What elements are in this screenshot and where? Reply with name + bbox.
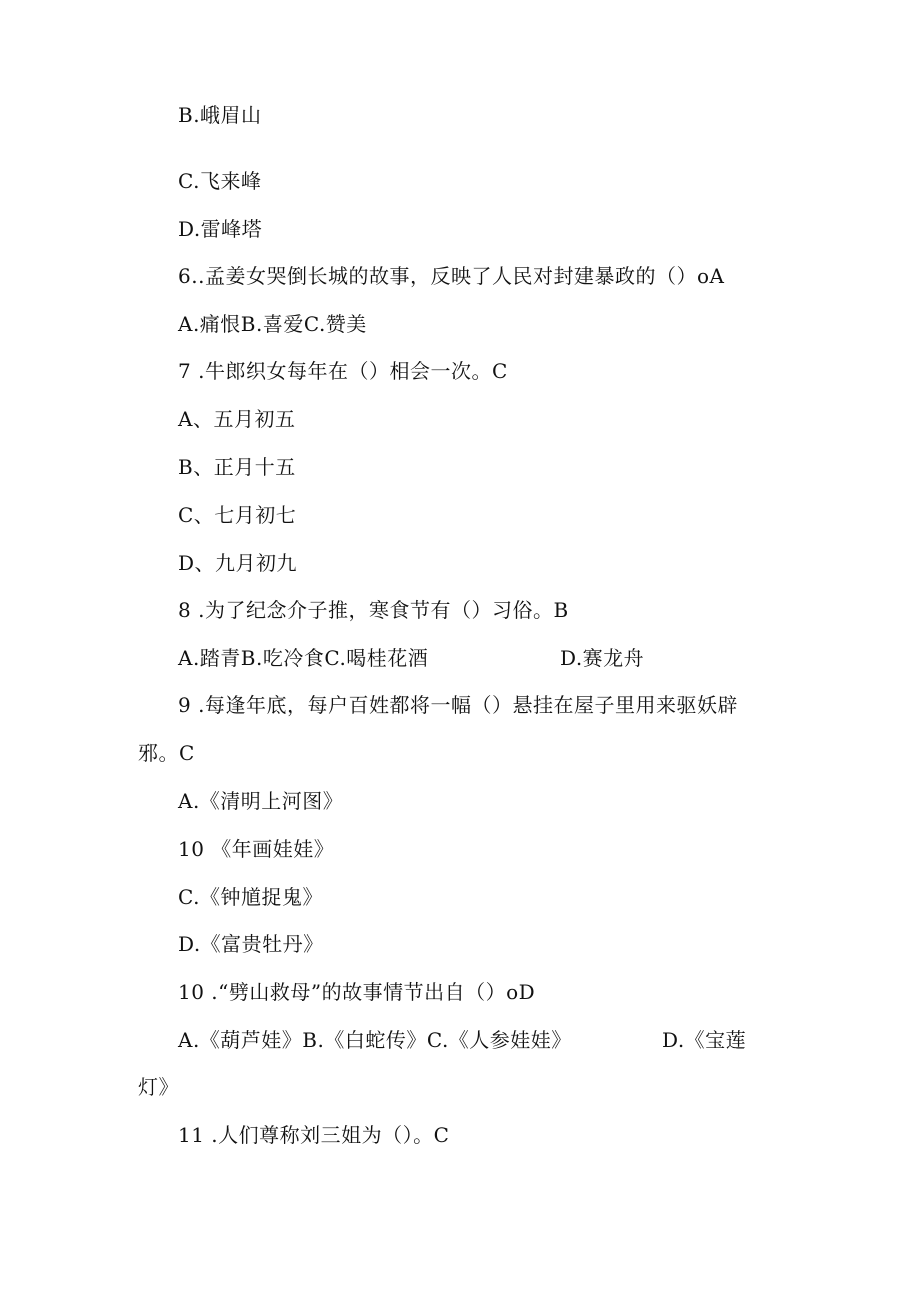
question-8: 8 .为了纪念介子推，寒食节有（）习俗。B bbox=[178, 598, 569, 622]
option-b-emeishan: B.峨眉山 bbox=[178, 103, 262, 127]
question-7-option-c: C、七月初七 bbox=[178, 503, 297, 527]
question-11: 11 .人们尊称刘三姐为（）。C bbox=[178, 1123, 450, 1147]
question-9-option-c: C.《钟馗捉鬼》 bbox=[178, 885, 323, 909]
question-9: 9 .每逢年底，每户百姓都将一幅（）悬挂在屋子里用来驱妖辟 bbox=[178, 693, 738, 717]
question-10-option-d: D.《宝莲 bbox=[662, 1028, 747, 1052]
question-8-options-abc: A.踏青B.吃冷食C.喝桂花酒 bbox=[178, 646, 429, 670]
question-9-continued: 邪。C bbox=[138, 741, 195, 765]
question-9-option-b: 10 《年画娃娃》 bbox=[178, 837, 335, 861]
question-7: 7 .牛郎织女每年在（）相会一次。C bbox=[178, 359, 508, 383]
question-7-option-d: D、九月初九 bbox=[178, 551, 298, 575]
question-10-options-abc: A.《葫芦娃》B.《白蛇传》C.《人参娃娃》 bbox=[178, 1028, 572, 1052]
option-d-leifengta: D.雷峰塔 bbox=[178, 217, 263, 241]
question-10: 10 .“劈山救母”的故事情节出自（）oD bbox=[178, 980, 536, 1004]
question-9-option-a: A.《清明上河图》 bbox=[178, 789, 344, 813]
question-7-option-b: B、正月十五 bbox=[178, 455, 296, 479]
question-9-option-d: D.《富贵牡丹》 bbox=[178, 932, 324, 956]
question-10-option-d-continued: 灯》 bbox=[138, 1075, 179, 1099]
question-8-option-d: D.赛龙舟 bbox=[560, 646, 645, 670]
question-7-option-a: A、五月初五 bbox=[178, 407, 296, 431]
question-6-options: A.痛恨B.喜爱C.赞美 bbox=[178, 312, 367, 336]
option-c-feilaifeng: C.飞来峰 bbox=[178, 169, 262, 193]
question-6: 6..孟姜女哭倒长城的故事，反映了人民对封建暴政的（）oA bbox=[178, 264, 725, 288]
